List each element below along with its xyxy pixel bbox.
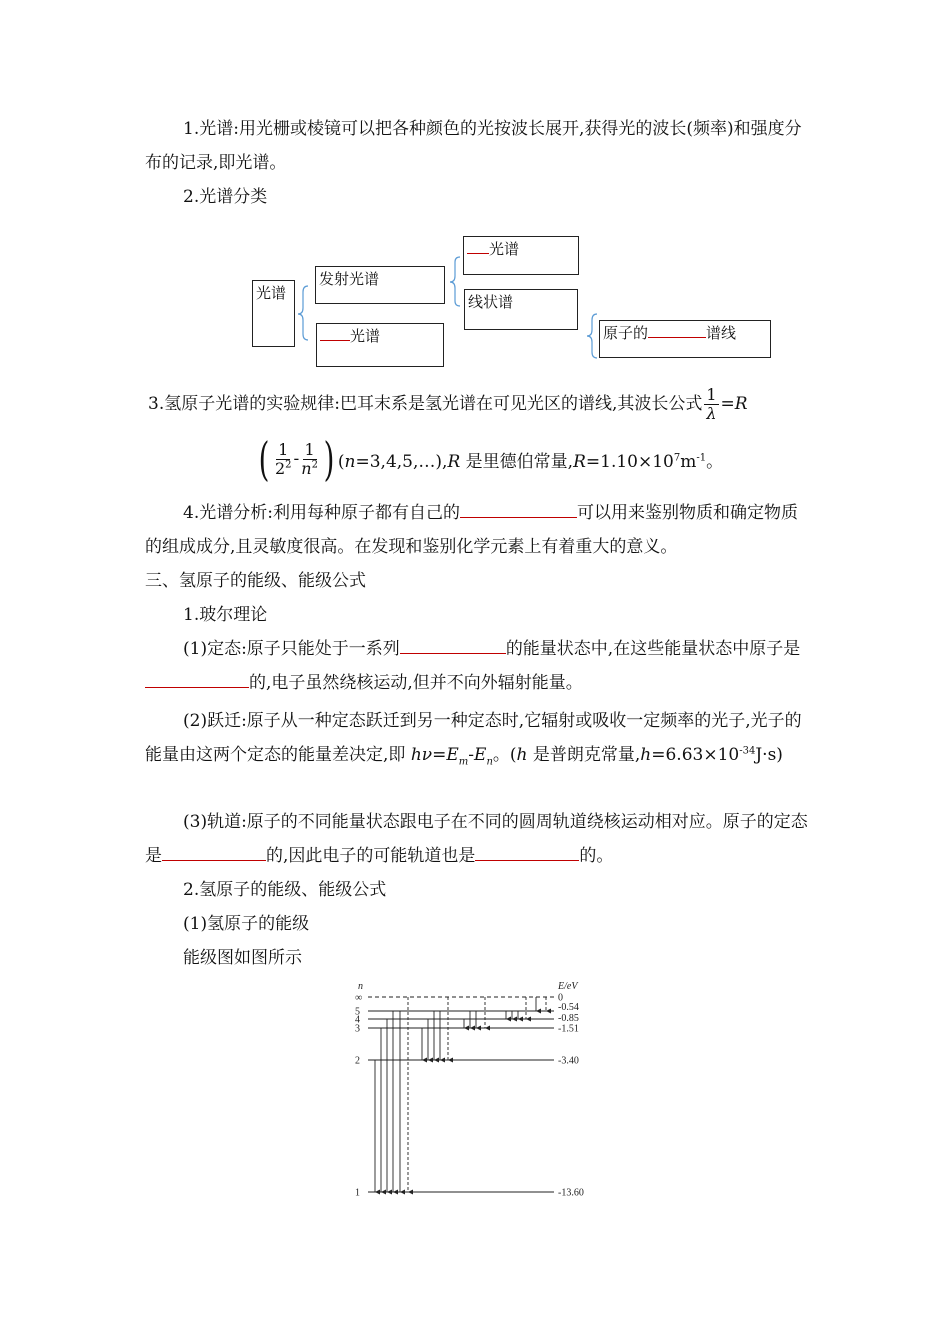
energy-axis-label: E/eV — [558, 981, 578, 992]
balmer-intro: 3.氢原子光谱的实验规律:巴耳末系是氢光谱在可见光区的谱线,其波长公式 $\frac{1}{\lambda}$ = R — [148, 384, 748, 423]
tree-emission: 发射光谱 — [315, 266, 445, 304]
section-three-title: 三、氢原子的能级、能级公式 — [145, 571, 366, 591]
level-n-2: 2 — [355, 1055, 360, 1067]
spectrum-classification-heading: 2.光谱分类 — [183, 187, 268, 207]
balmer-formula: ( $\frac{1}{2^2}$ - $\frac{1}{n^2}$ ) (n=3,4,5,…),R 是里德伯常量$,R=1.10\times 10^7m^{-1}$。 — [258, 432, 724, 486]
level-energy-1: -13.60 — [558, 1187, 584, 1199]
tree-line-spectrum: 线状谱 — [464, 289, 578, 330]
stationary-state: (1)定态:原子只能处于一系列 的能量状态中,在这些能量状态中原子是的,电子虽然绕核运动,但并不向外辐射能量。 — [145, 632, 810, 700]
spectral-analysis: 4.光谱分析:利用每种原子都有自己的 可以用来鉴别物质和确定物质的组成成分,且灵敏度很高。在发现和鉴别化学元素上有着重大的意义。 — [145, 503, 798, 557]
energy-levels-title: 2.氢原子的能级、能级公式 — [183, 880, 387, 900]
hydrogen-levels-title: (1)氢原子的能级 — [183, 914, 310, 934]
spectrum-definition: 1.光谱:用光栅或棱镜可以把各种颜色的光按波长展开,获得光的波长(频率)和强度分布的记录,即光谱。 — [145, 119, 802, 173]
energy-level-diagram — [340, 978, 610, 1204]
level-n-3: 3 — [355, 1023, 360, 1035]
transition: (2)跃迁:原子从一种定态跃迁到另一种定态时,它辐射或吸收一定频率的光子,光子的能量由这两个定态的能量差决定,即 $h\nu=E_m-E_n$。(h 是普朗克常量$,h=6.63\times 10^{-34}J\cdot s$) — [145, 711, 802, 768]
level-energy-2: -3.40 — [558, 1055, 579, 1067]
tree-brackets — [0, 0, 950, 400]
level-n-5: 5 — [355, 1006, 360, 1018]
level-energy-5: -0.54 — [558, 1002, 579, 1013]
bohr-theory-title: 1.玻尔理论 — [183, 605, 268, 625]
tree-atomic: 原子的 谱线 — [599, 320, 771, 358]
level-energy-4: -0.85 — [558, 1013, 579, 1024]
level-energy-3: -1.51 — [558, 1023, 579, 1035]
tree-continuous: 光谱 — [463, 236, 579, 275]
tree-left-bottom: 光谱 — [316, 323, 444, 367]
orbit: (3)轨道:原子的不同能量状态跟电子在不同的圆周轨道绕核运动相对应。原子的定态是 的,因此电子的可能轨道也是 的。 — [145, 812, 808, 866]
diagram-caption: 能级图如图所示 — [183, 948, 302, 968]
level-n-1: 1 — [355, 1187, 360, 1199]
level-n-4: 4 — [355, 1014, 360, 1026]
n-axis-label: n — [358, 981, 363, 992]
tree-root: 光谱 — [252, 280, 295, 347]
level-n-inf: ∞ — [355, 992, 363, 1004]
level-energy-inf: 0 — [558, 992, 563, 1004]
